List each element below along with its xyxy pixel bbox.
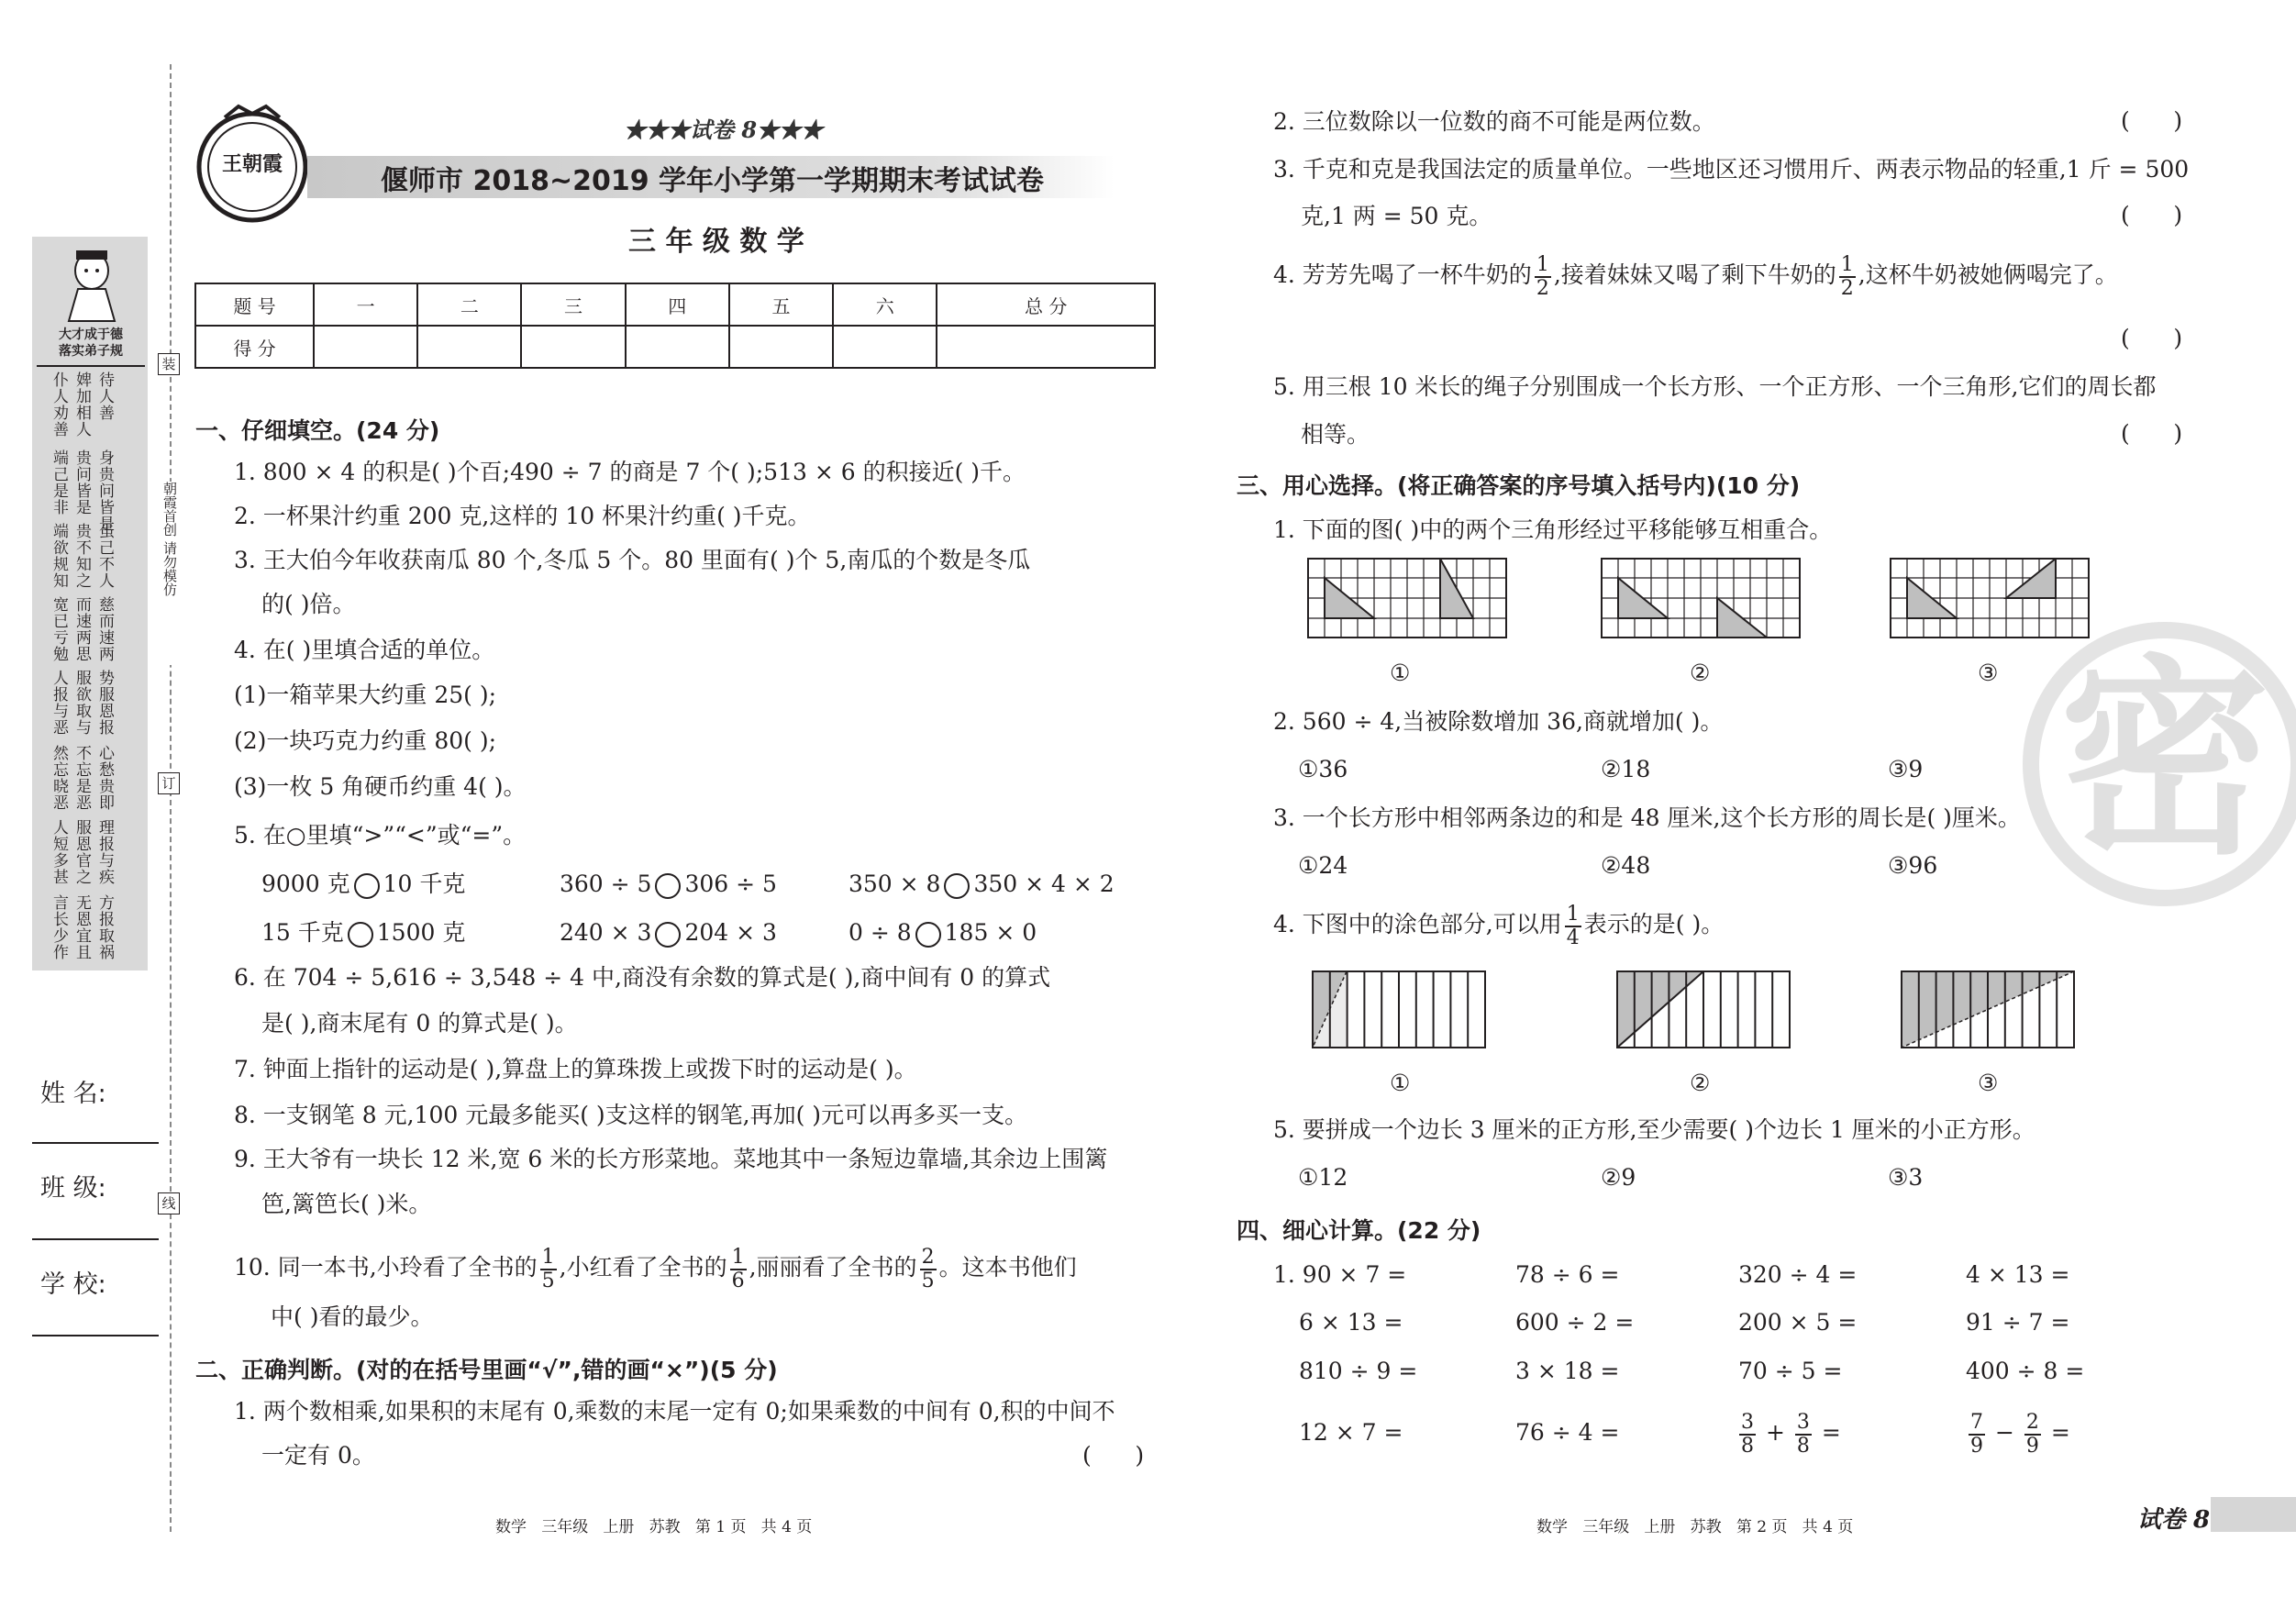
calc-item: 600 ÷ 2 = (1515, 1309, 1635, 1336)
calc-item: 200 × 5 = (1738, 1309, 1858, 1336)
s1-q8: 8. 一支钢笔 8 元,100 元最多能买( )支这样的钢笔,再加( )元可以再多买一支。 (234, 1102, 1028, 1128)
page-footer-left: 数学 三年级 上册 苏教 第 1 页 共 4 页 (495, 1518, 813, 1536)
fraction (1969, 1412, 1985, 1458)
section-1-title: 一、仔细填空。(24 分) (195, 417, 440, 444)
denominator: 6 (731, 1269, 745, 1292)
compare-circle[interactable] (655, 873, 681, 899)
s2-q5b: 相等。 (1301, 421, 1370, 448)
exam-badge: ★★★试卷 8★★★ (624, 116, 824, 143)
score-header-row (195, 283, 1155, 326)
option-label: ③ (1978, 1070, 1999, 1096)
side-text-7: 理报与疾 服恩官之 人短多甚 (50, 819, 114, 885)
numerator: 3 (1796, 1410, 1810, 1434)
numerator: 3 (1741, 1410, 1754, 1434)
option[interactable]: ①12 (1298, 1164, 1348, 1191)
option-label: ① (1390, 660, 1411, 686)
score-input[interactable] (417, 326, 521, 368)
option-label: ③ (1978, 660, 1999, 686)
option-label: ② (1690, 660, 1711, 686)
option[interactable]: ①36 (1298, 756, 1348, 782)
denominator: 8 (1796, 1434, 1810, 1458)
option-label: ① (1390, 1070, 1411, 1096)
calc-item: 78 ÷ 6 = (1515, 1261, 1620, 1288)
compare-right: 204 × 3 (684, 919, 777, 946)
s1-q3b: 的( )倍。 (261, 591, 356, 617)
s1-q1: 1. 800 × 4 的积是( )个百;490 ÷ 7 的商是 7 个( );513 × 6 的积接近( )千。 (234, 459, 1026, 485)
s1-q9b: 笆,篱笆长( )米。 (261, 1191, 432, 1217)
grid-figure-3 (1890, 558, 2091, 640)
s2-q5a: 5. 用三根 10 米长的绳子分别围成一个长方形、一个正方形、一个三角形,它们的周长都 (1273, 373, 2157, 400)
binding-note: 朝霞首创 请勿模仿 (154, 482, 180, 665)
fraction (1535, 254, 1551, 300)
score-cell: 总 分 (937, 283, 1155, 326)
score-input[interactable] (521, 326, 625, 368)
score-cell: 四 (626, 283, 729, 326)
text-fragment: 10. 同一本书,小玲看了全书的 (234, 1254, 538, 1281)
option[interactable]: ③3 (1888, 1164, 1924, 1191)
s2-q1b: 一定有 0。 (261, 1442, 375, 1469)
denominator: 2 (1840, 276, 1854, 300)
s2-q3a: 3. 千克和克是我国法定的质量单位。一些地区还习惯用斤、两表示物品的轻重,1 斤 = 500 (1273, 156, 2190, 183)
name-field[interactable] (32, 1142, 159, 1144)
compare-right: 306 ÷ 5 (684, 871, 777, 897)
denominator: 4 (1566, 926, 1580, 949)
compare-left: 9000 克 (261, 871, 350, 897)
compare-right: 1500 克 (376, 919, 466, 946)
denominator: 8 (1741, 1434, 1754, 1458)
logo-text: 王朝霞 (221, 152, 283, 176)
calc-item (1966, 1405, 2070, 1460)
text-fragment: ,这杯牛奶被她俩喝完了。 (1858, 261, 2118, 288)
s2-q3b: 克,1 两 = 50 克。 (1301, 203, 1492, 229)
score-value-row (195, 326, 1155, 368)
s1-q6a: 6. 在 704 ÷ 5,616 ÷ 3,548 ÷ 4 中,商没有余数的算式是( ),商中间有 0 的算式 (234, 964, 1051, 991)
binding-mark-2: 订 (158, 772, 180, 794)
score-cell: 三 (521, 283, 625, 326)
compare-item (849, 870, 1115, 899)
answer-paren[interactable]: ( ) (2121, 202, 2183, 228)
fraction (1565, 904, 1581, 949)
compare-right: 185 × 0 (944, 919, 1037, 946)
numerator: 1 (541, 1245, 555, 1269)
s3-q4 (1273, 897, 1724, 952)
text-fragment: 4. 芳芳先喝了一杯牛奶的 (1273, 261, 1532, 288)
calc-item: 12 × 7 = (1299, 1419, 1403, 1446)
option[interactable]: ③96 (1888, 852, 1938, 879)
side-text-4: 慈而速两 而速两思 宽已亏勉 (50, 596, 114, 662)
denominator: 9 (1970, 1434, 1983, 1458)
numerator: 1 (1566, 902, 1580, 926)
compare-item (261, 918, 465, 948)
calc-item: 810 ÷ 9 = (1299, 1358, 1418, 1384)
answer-paren[interactable]: ( ) (2121, 107, 2183, 134)
binding-mark-1: 装 (158, 353, 180, 375)
denominator: 5 (921, 1269, 935, 1292)
calc-item (1736, 1405, 1841, 1460)
name-label: 姓 名: (40, 1080, 106, 1108)
exam-title: 偃师市 2018~2019 学年小学第一学期期末考试试卷 (381, 165, 1045, 197)
text-fragment: 。这本书他们 (938, 1254, 1077, 1281)
grid-figure-2 (1601, 558, 1802, 640)
s3-q1: 1. 下面的图( )中的两个三角形经过平移能够互相重合。 (1273, 516, 1833, 543)
score-input[interactable] (833, 326, 937, 368)
text-fragment: ,小红看了全书的 (559, 1254, 727, 1281)
section-2-title: 二、正确判断。(对的在括号里画“√”,错的画“×”)(5 分) (195, 1357, 778, 1383)
fraction (1839, 254, 1856, 300)
s2-q4 (1273, 248, 2118, 303)
operator: = (2050, 1419, 2070, 1446)
s1-q10a (234, 1240, 1077, 1295)
compare-circle[interactable] (915, 922, 941, 948)
school-field[interactable] (32, 1335, 159, 1336)
calc-item: 320 ÷ 4 = (1738, 1261, 1858, 1288)
score-cell: 得 分 (195, 326, 314, 368)
answer-paren[interactable]: ( ) (1082, 1442, 1145, 1469)
calc-item: 4 × 13 = (1966, 1261, 2070, 1288)
option[interactable]: ②48 (1601, 852, 1651, 879)
compare-left: 350 × 8 (849, 871, 941, 897)
fraction (920, 1247, 937, 1292)
s1-q4a: (1)一箱苹果大约重 25( ); (234, 682, 497, 708)
section-3-title: 三、用心选择。(将正确答案的序号填入括号内)(10 分) (1237, 472, 1801, 499)
side-text-6: 心愁贵即 不忘是恶 然忘晓恶 (50, 745, 114, 811)
compare-item (261, 870, 465, 899)
option-label: ② (1690, 1070, 1711, 1096)
s2-q1a: 1. 两个数相乘,如果积的末尾有 0,乘数的末尾一定有 0;如果乘数的中间有 0,积的中间不 (234, 1398, 1115, 1425)
operator: = (1821, 1419, 1841, 1446)
shaded-rect-3 (1901, 970, 2077, 1049)
calc-item: 76 ÷ 4 = (1515, 1419, 1620, 1446)
option[interactable]: ②9 (1601, 1164, 1636, 1191)
s2-q2: 2. 三位数除以一位数的商不可能是两位数。 (1273, 108, 1715, 135)
option[interactable]: ③9 (1888, 756, 1924, 782)
compare-circle[interactable] (354, 873, 380, 899)
scholar-figure-icon (50, 243, 133, 326)
score-cell: 二 (417, 283, 521, 326)
fraction (1795, 1412, 1812, 1458)
fraction (1739, 1412, 1756, 1458)
s1-q4: 4. 在( )里填合适的单位。 (234, 637, 495, 663)
calc-item: 6 × 13 = (1299, 1309, 1403, 1336)
option[interactable]: ①24 (1298, 852, 1348, 879)
class-label: 班 级: (40, 1174, 106, 1203)
s3-q2: 2. 560 ÷ 4,当被除数增加 36,商就增加( )。 (1273, 708, 1724, 735)
fraction (540, 1247, 557, 1292)
shaded-rect-1 (1312, 970, 1488, 1049)
operator: + (1765, 1419, 1785, 1446)
score-input[interactable] (626, 326, 729, 368)
s1-q5: 5. 在○里填“>”“<”或“=”。 (234, 822, 527, 848)
answer-paren[interactable]: ( ) (2121, 420, 2183, 447)
score-cell: 题 号 (195, 283, 314, 326)
side-text-1: 待人善 婢加相人 仆人劝善 (50, 372, 114, 438)
score-table (194, 283, 1156, 369)
s1-q6b: 是( ),商末尾有 0 的算式是( )。 (261, 1010, 578, 1037)
grid-figure-1 (1307, 558, 1509, 640)
score-cell: 一 (314, 283, 417, 326)
calc-item: 400 ÷ 8 = (1966, 1358, 2085, 1384)
compare-item (560, 918, 777, 948)
text-fragment: ,接着妹妹又喝了剩下牛奶的 (1553, 261, 1836, 288)
compare-item (560, 870, 777, 899)
compare-circle[interactable] (348, 922, 373, 948)
score-input[interactable] (314, 326, 417, 368)
page-footer-right: 数学 三年级 上册 苏教 第 2 页 共 4 页 (1536, 1518, 1854, 1536)
numerator: 7 (1970, 1410, 1983, 1434)
score-input[interactable] (729, 326, 833, 368)
calc-item: 3 × 18 = (1515, 1358, 1620, 1384)
side-motto: 大才成于德 落实弟子规 (59, 327, 123, 359)
compare-right: 10 千克 (383, 871, 466, 897)
text-fragment: ,丽丽看了全书的 (749, 1254, 917, 1281)
s3-q3: 3. 一个长方形中相邻两条边的和是 48 厘米,这个长方形的周长是( )厘米。 (1273, 804, 2021, 831)
numerator: 1 (731, 1245, 745, 1269)
denominator: 9 (2025, 1434, 2039, 1458)
binding-line (170, 64, 172, 1532)
shaded-rect-2 (1616, 970, 1792, 1049)
compare-item (849, 918, 1037, 948)
numerator: 2 (2025, 1410, 2039, 1434)
compare-left: 15 千克 (261, 919, 344, 946)
compare-circle[interactable] (655, 922, 681, 948)
s1-q9a: 9. 王大爷有一块长 12 米,宽 6 米的长方形菜地。菜地其中一条短边靠墙,其余边上围篱 (234, 1146, 1108, 1172)
denominator: 5 (541, 1269, 555, 1292)
s1-q4b: (2)一块巧克力约重 80( ); (234, 727, 497, 754)
calc-item: 70 ÷ 5 = (1738, 1358, 1843, 1384)
calc-item: 91 ÷ 7 = (1966, 1309, 2070, 1336)
s1-q2: 2. 一杯果汁约重 200 克,这样的 10 杯果汁约重( )千克。 (234, 503, 811, 529)
exam-subject: 三 年 级 数 学 (628, 226, 804, 258)
school-label: 学 校: (40, 1270, 106, 1299)
numerator: 1 (1536, 252, 1549, 276)
footer-tag: 试卷 8 (2137, 1506, 2211, 1534)
fraction (730, 1247, 747, 1292)
s3-q5: 5. 要拼成一个边长 3 厘米的正方形,至少需要( )个边长 1 厘米的小正方形。 (1273, 1116, 2035, 1143)
s1-q3a: 3. 王大伯今年收获南瓜 80 个,冬瓜 5 个。80 里面有( )个 5,南瓜的个数是冬瓜 (234, 547, 1031, 573)
compare-left: 240 × 3 (560, 919, 652, 946)
compare-left: 360 ÷ 5 (560, 871, 652, 897)
answer-paren[interactable]: ( ) (2121, 325, 2183, 351)
s1-q4c: (3)一枚 5 角硬币约重 4( )。 (234, 773, 527, 800)
side-motto-rule (37, 365, 145, 367)
numerator: 1 (1840, 252, 1854, 276)
compare-left: 0 ÷ 8 (849, 919, 912, 946)
side-text-3: 虽己不人 贵不知之 端欲规知 (50, 523, 114, 589)
compare-right: 350 × 4 × 2 (973, 871, 1115, 897)
s1-q10b: 中( )看的最少。 (271, 1303, 434, 1330)
denominator: 2 (1536, 276, 1549, 300)
operator: − (1994, 1419, 2014, 1446)
binding-mark-3: 线 (158, 1192, 180, 1214)
calc-item: 1. 90 × 7 = (1273, 1261, 1407, 1288)
s1-q7: 7. 钟面上指针的运动是( ),算盘上的算珠拨上或拨下时的运动是( )。 (234, 1056, 917, 1082)
text-fragment: 4. 下图中的涂色部分,可以用 (1273, 911, 1562, 937)
option[interactable]: ②18 (1601, 756, 1651, 782)
score-cell: 五 (729, 283, 833, 326)
numerator: 2 (921, 1245, 935, 1269)
section-4-title: 四、细心计算。(22 分) (1237, 1217, 1481, 1244)
side-text-5: 势服恩报 服欲取与 人报与恶 (50, 670, 114, 736)
fraction (2024, 1412, 2041, 1458)
score-cell: 六 (833, 283, 937, 326)
compare-circle[interactable] (944, 873, 970, 899)
class-field[interactable] (32, 1238, 159, 1240)
side-text-8: 方报取祸 无恩宜且 言长少作 (50, 894, 114, 960)
secret-stamp-text: 密 (2059, 638, 2271, 883)
text-fragment: 表示的是( )。 (1583, 911, 1725, 937)
side-text-2: 身贵问皆是 贵问皆是 端己是非 (50, 449, 114, 532)
footer-tag-bar (2211, 1497, 2296, 1532)
score-input[interactable] (937, 326, 1155, 368)
